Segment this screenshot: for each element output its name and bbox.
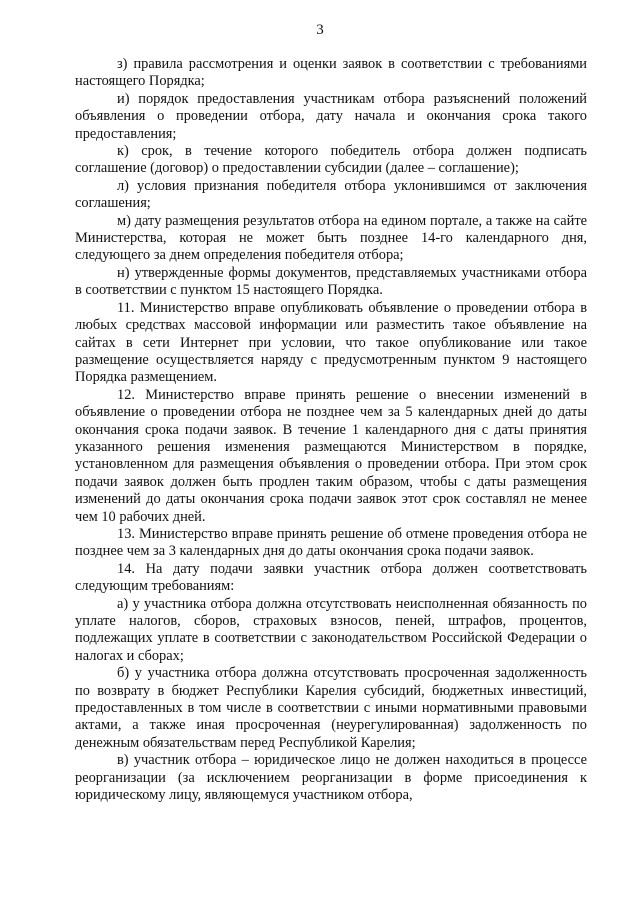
document-body xyxy=(75,56,587,804)
paragraph-clause-12: 12. Министерство вправе принять решение о внесении изменений в объявление о проведении отбора не позднее чем за 5 календарных дней до даты окончания срока подачи заявок. В течение 1 календарного дня с даты принятия указанного решения изменения размещаются Министерством в порядке, установленном для размещения объявления о проведении отбора. При этом срок подачи заявок должен быть продлен таким образом, чтобы с даты размещения изменений до даты окончания срока подачи заявок этот срок составлял не менее чем 10 рабочих дней. xyxy=(75,386,587,525)
paragraph-item-z: з) правила рассмотрения и оценки заявок в соответствии с требованиями настоящего Порядка; xyxy=(75,56,587,90)
paragraph-item-a: а) у участника отбора должна отсутствовать неисполненная обязанность по уплате налогов, сборов, страховых взносов, пеней, штрафов, процентов, подлежащих уплате в соответствии с законодательством Российской Федерации о налогах и сборах; xyxy=(75,595,587,664)
paragraph-item-v: в) участник отбора – юридическое лицо не должен находиться в процессе реорганизации (за исключением реорганизации в форме присоединения к юридическому лицу, являющемуся участником отбора, xyxy=(75,752,587,804)
page-number: 3 xyxy=(316,22,324,38)
paragraph-clause-13: 13. Министерство вправе принять решение об отмене проведения отбора не позднее чем за 3 календарных дня до даты окончания срока подачи заявок. xyxy=(75,525,587,560)
paragraph-item-m: м) дату размещения результатов отбора на едином портале, а также на сайте Министерства, которая не может быть позднее 14-го календарного дня, следующего за днем определения победителя отбора; xyxy=(75,212,587,264)
paragraph-item-l: л) условия признания победителя отбора уклонившимся от заключения соглашения; xyxy=(75,177,587,212)
paragraph-item-k: к) срок, в течение которого победитель отбора должен подписать соглашение (договор) о предоставлении субсидии (далее – соглашение); xyxy=(75,143,587,177)
paragraph-clause-14: 14. На дату подачи заявки участник отбора должен соответствовать следующим требованиям: xyxy=(75,560,587,595)
paragraph-clause-11: 11. Министерство вправе опубликовать объявление о проведении отбора в любых средствах массовой информации или разместить такое объявление на сайтах в сети Интернет при условии, что такое опубликование или такое размещение осуществляется наряду с предусмотренным пунктом 9 настоящего Порядка размещением. xyxy=(75,299,587,386)
paragraph-item-b: б) у участника отбора должна отсутствовать просроченная задолженность по возврату в бюджет Республики Карелия субсидий, бюджетных инвестиций, предоставленных в том числе в соответствии с иными нормативными правовыми актами, а также иная просроченная (неурегулированная) задолженность по денежным обязательствам перед Республикой Карелия; xyxy=(75,665,587,751)
paragraph-item-n: н) утвержденные формы документов, представляемых участниками отбора в соответствии с пунктом 15 настоящего Порядка. xyxy=(75,264,587,299)
paragraph-item-i: и) порядок предоставления участникам отбора разъяснений положений объявления о проведении отбора, дату начала и окончания срока такого предоставления; xyxy=(75,90,587,142)
